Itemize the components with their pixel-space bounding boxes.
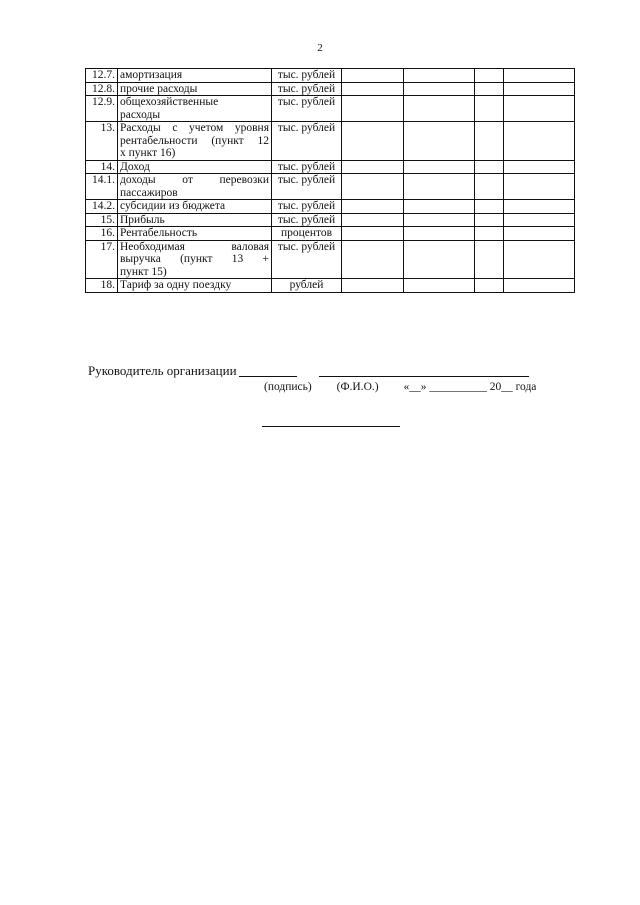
row-number: 15. bbox=[86, 213, 118, 227]
description-line: субсидии из бюджета bbox=[120, 200, 226, 212]
value-cell bbox=[342, 279, 404, 293]
value-cell bbox=[404, 96, 475, 122]
row-description bbox=[118, 240, 272, 279]
value-cell bbox=[504, 96, 575, 122]
row-unit: тыс. рублей bbox=[272, 122, 342, 161]
value-cell bbox=[342, 213, 404, 227]
value-cell bbox=[475, 200, 504, 214]
row-unit: тыс. рублей bbox=[272, 96, 342, 122]
value-cell bbox=[504, 240, 575, 279]
signature-line bbox=[88, 363, 588, 379]
description-line: расходы bbox=[120, 108, 161, 121]
description-line: прочие расходы bbox=[120, 82, 198, 95]
cost-table bbox=[85, 68, 575, 293]
name-caption: (Ф.И.О.) bbox=[336, 381, 379, 393]
row-description bbox=[118, 69, 272, 83]
row-unit: тыс. рублей bbox=[272, 240, 342, 279]
description-line: х пункт 16) bbox=[120, 147, 176, 159]
row-description bbox=[118, 227, 272, 241]
value-cell bbox=[342, 200, 404, 214]
row-number: 12.9. bbox=[86, 96, 118, 122]
value-cell bbox=[475, 82, 504, 96]
table-row bbox=[86, 174, 575, 200]
value-cell bbox=[404, 213, 475, 227]
value-cell bbox=[404, 174, 475, 200]
signature-blank bbox=[239, 376, 297, 377]
value-cell bbox=[504, 69, 575, 83]
value-cell bbox=[404, 227, 475, 241]
date-caption: «__» __________ 20__ года bbox=[403, 381, 537, 393]
row-unit: тыс. рублей bbox=[272, 213, 342, 227]
row-number: 12.8. bbox=[86, 82, 118, 96]
row-unit: тыс. рублей bbox=[272, 82, 342, 96]
table-row bbox=[86, 240, 575, 279]
table-row bbox=[86, 122, 575, 161]
row-description bbox=[118, 122, 272, 161]
value-cell bbox=[475, 213, 504, 227]
description-line: амортизация bbox=[120, 69, 183, 81]
description-line: Тариф за одну поездку bbox=[120, 279, 232, 291]
row-unit: тыс. рублей bbox=[272, 69, 342, 83]
table-row bbox=[86, 69, 575, 83]
row-number: 17. bbox=[86, 240, 118, 279]
row-description bbox=[118, 160, 272, 174]
description-line: выручка (пункт 13 + bbox=[120, 253, 269, 265]
row-description bbox=[118, 96, 272, 122]
table-row bbox=[86, 96, 575, 122]
row-unit: рублей bbox=[272, 279, 342, 293]
row-unit: процентов bbox=[272, 227, 342, 241]
value-cell bbox=[475, 174, 504, 200]
table-row bbox=[86, 213, 575, 227]
value-cell bbox=[342, 96, 404, 122]
value-cell bbox=[504, 279, 575, 293]
row-description bbox=[118, 82, 272, 96]
value-cell bbox=[504, 213, 575, 227]
value-cell bbox=[342, 122, 404, 161]
signature-block bbox=[88, 363, 588, 393]
value-cell bbox=[404, 122, 475, 161]
signature-caption: (подпись) bbox=[264, 381, 312, 393]
row-number: 13. bbox=[86, 122, 118, 161]
description-line: Необходимая валовая bbox=[120, 240, 269, 253]
row-number: 14.1. bbox=[86, 174, 118, 200]
row-description bbox=[118, 213, 272, 227]
value-cell bbox=[504, 200, 575, 214]
value-cell bbox=[404, 279, 475, 293]
row-number: 12.7. bbox=[86, 69, 118, 83]
table-row bbox=[86, 227, 575, 241]
value-cell bbox=[342, 82, 404, 96]
value-cell bbox=[475, 240, 504, 279]
value-cell bbox=[504, 82, 575, 96]
table-body bbox=[86, 69, 575, 293]
value-cell bbox=[404, 82, 475, 96]
description-line: Доход bbox=[120, 160, 150, 173]
value-cell bbox=[342, 174, 404, 200]
row-number: 18. bbox=[86, 279, 118, 293]
row-unit: тыс. рублей bbox=[272, 160, 342, 174]
value-cell bbox=[475, 227, 504, 241]
description-line: пункт 15) bbox=[120, 265, 167, 278]
value-cell bbox=[504, 174, 575, 200]
row-description bbox=[118, 200, 272, 214]
signature-captions bbox=[88, 381, 588, 393]
table-row bbox=[86, 160, 575, 174]
description-line: рентабельности (пункт 12 bbox=[120, 134, 269, 147]
value-cell bbox=[475, 69, 504, 83]
description-line: Прибыль bbox=[120, 213, 165, 226]
value-cell bbox=[404, 240, 475, 279]
value-cell bbox=[342, 240, 404, 279]
row-number: 14.2. bbox=[86, 200, 118, 214]
page-number: 2 bbox=[317, 42, 323, 54]
description-line: пассажиров bbox=[120, 186, 178, 199]
row-number: 16. bbox=[86, 227, 118, 241]
row-description bbox=[118, 174, 272, 200]
value-cell bbox=[342, 160, 404, 174]
value-cell bbox=[475, 122, 504, 161]
table-row bbox=[86, 82, 575, 96]
value-cell bbox=[504, 227, 575, 241]
value-cell bbox=[475, 160, 504, 174]
description-line: общехозяйственные bbox=[120, 96, 219, 108]
bottom-rule bbox=[262, 426, 400, 427]
value-cell bbox=[504, 122, 575, 161]
description-line: Рентабельность bbox=[120, 227, 198, 239]
value-cell bbox=[504, 160, 575, 174]
row-unit: тыс. рублей bbox=[272, 174, 342, 200]
value-cell bbox=[342, 69, 404, 83]
row-number: 14. bbox=[86, 160, 118, 174]
value-cell bbox=[404, 69, 475, 83]
table-row bbox=[86, 200, 575, 214]
description-line: доходы от перевозки bbox=[120, 174, 269, 186]
row-unit: тыс. рублей bbox=[272, 200, 342, 214]
row-description bbox=[118, 279, 272, 293]
description-line: Расходы с учетом уровня bbox=[120, 122, 269, 134]
name-blank bbox=[319, 376, 529, 377]
value-cell bbox=[404, 160, 475, 174]
value-cell bbox=[475, 279, 504, 293]
value-cell bbox=[475, 96, 504, 122]
table-row bbox=[86, 279, 575, 293]
signature-label: Руководитель организации bbox=[88, 363, 237, 378]
value-cell bbox=[342, 227, 404, 241]
value-cell bbox=[404, 200, 475, 214]
